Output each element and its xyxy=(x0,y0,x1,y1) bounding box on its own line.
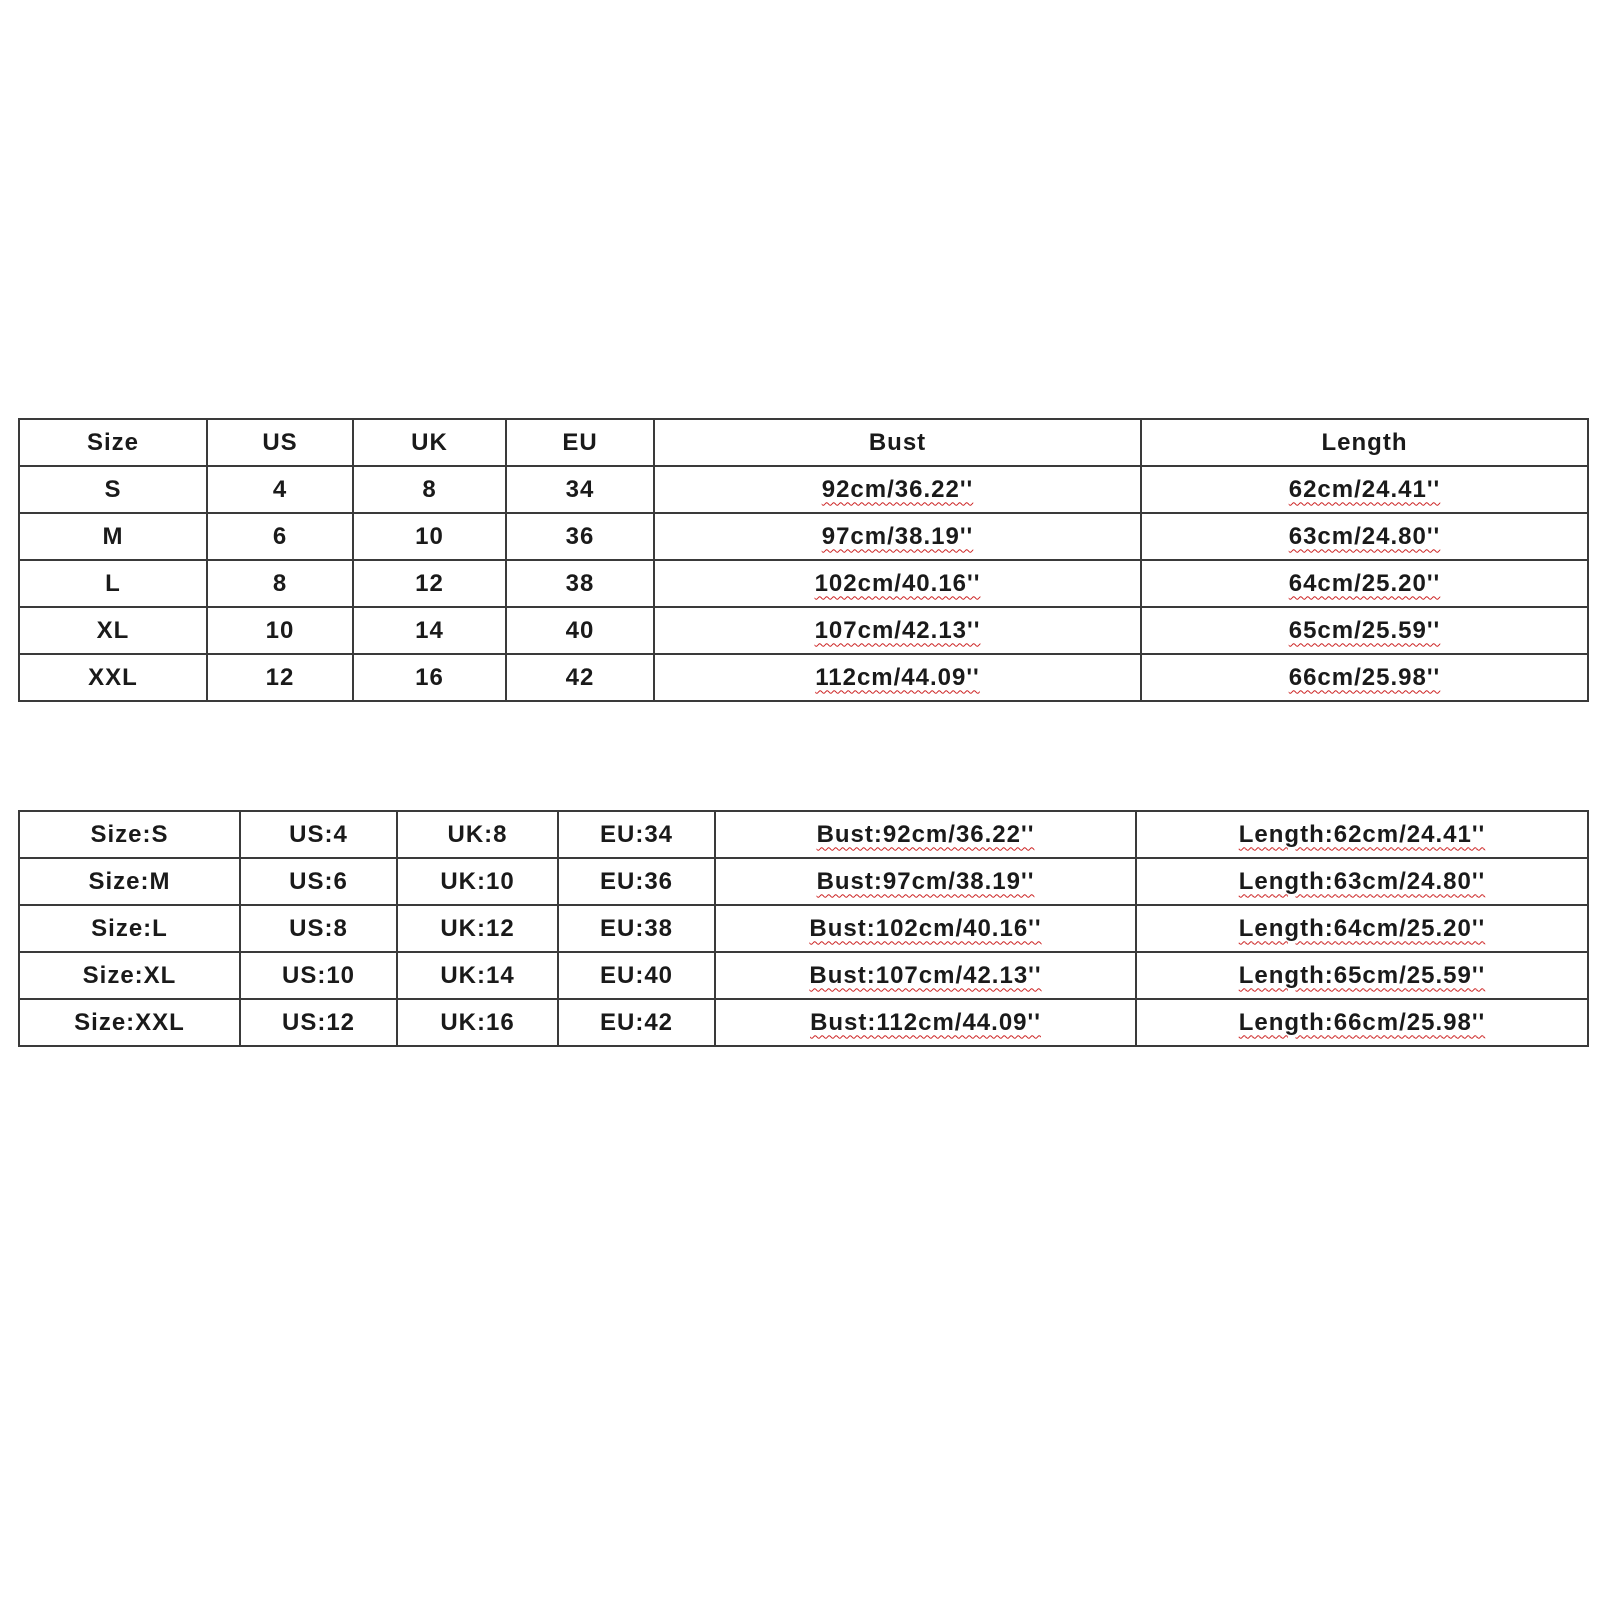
cell-size: XL xyxy=(19,607,207,654)
cell-length xyxy=(1136,858,1588,905)
cell-length-text: 64cm/25.20'' xyxy=(1288,569,1441,597)
cell-us: 6 xyxy=(207,513,353,560)
header-us: US xyxy=(207,419,353,466)
table-row xyxy=(19,607,1588,654)
cell-eu: 40 xyxy=(506,607,654,654)
cell-size: M xyxy=(19,513,207,560)
cell-length-text: 65cm/25.59'' xyxy=(1288,616,1441,644)
cell-length xyxy=(1141,466,1588,513)
cell-bust xyxy=(654,466,1141,513)
cell-uk: 10 xyxy=(353,513,506,560)
cell-uk: UK:14 xyxy=(397,952,558,999)
cell-length xyxy=(1136,811,1588,858)
cell-size: Size:S xyxy=(19,811,240,858)
header-size: Size xyxy=(19,419,207,466)
cell-uk: 14 xyxy=(353,607,506,654)
cell-length-text: 62cm/24.41'' xyxy=(1288,475,1441,503)
cell-uk: UK:8 xyxy=(397,811,558,858)
cell-length-text: Length:64cm/25.20'' xyxy=(1238,914,1486,942)
cell-length-text: 66cm/25.98'' xyxy=(1288,663,1441,691)
cell-bust-text: Bust:97cm/38.19'' xyxy=(816,867,1035,895)
size-chart-table-1 xyxy=(18,418,1589,702)
cell-eu: EU:34 xyxy=(558,811,715,858)
cell-length-text: 63cm/24.80'' xyxy=(1288,522,1441,550)
cell-length xyxy=(1141,607,1588,654)
cell-eu: EU:42 xyxy=(558,999,715,1046)
cell-bust-text: 112cm/44.09'' xyxy=(815,663,980,691)
cell-bust xyxy=(715,858,1136,905)
table-row xyxy=(19,999,1588,1046)
cell-bust-text: 102cm/40.16'' xyxy=(814,569,981,597)
cell-bust-text: Bust:92cm/36.22'' xyxy=(816,820,1035,848)
cell-us: 4 xyxy=(207,466,353,513)
cell-length xyxy=(1136,952,1588,999)
table-row xyxy=(19,466,1588,513)
cell-size: Size:XL xyxy=(19,952,240,999)
cell-us: 10 xyxy=(207,607,353,654)
cell-bust xyxy=(654,654,1141,701)
cell-bust-text: 92cm/36.22'' xyxy=(821,475,974,503)
cell-size: L xyxy=(19,560,207,607)
cell-size: Size:L xyxy=(19,905,240,952)
cell-us: 8 xyxy=(207,560,353,607)
cell-uk: 12 xyxy=(353,560,506,607)
cell-length-text: Length:66cm/25.98'' xyxy=(1238,1008,1486,1036)
cell-uk: UK:10 xyxy=(397,858,558,905)
header-bust: Bust xyxy=(654,419,1141,466)
cell-eu: EU:38 xyxy=(558,905,715,952)
cell-us: US:4 xyxy=(240,811,397,858)
cell-bust xyxy=(654,513,1141,560)
cell-length-text: Length:62cm/24.41'' xyxy=(1238,820,1486,848)
cell-length-text: Length:63cm/24.80'' xyxy=(1238,867,1486,895)
cell-size: Size:M xyxy=(19,858,240,905)
cell-length-text: Length:65cm/25.59'' xyxy=(1238,961,1486,989)
table-row xyxy=(19,858,1588,905)
size-chart-table-2 xyxy=(18,810,1589,1047)
table-row xyxy=(19,905,1588,952)
header-eu: EU xyxy=(506,419,654,466)
cell-eu: 42 xyxy=(506,654,654,701)
cell-uk: UK:12 xyxy=(397,905,558,952)
table-header-row xyxy=(19,419,1588,466)
cell-uk: 8 xyxy=(353,466,506,513)
cell-uk: UK:16 xyxy=(397,999,558,1046)
cell-bust xyxy=(654,560,1141,607)
cell-eu: 36 xyxy=(506,513,654,560)
cell-bust-text: Bust:112cm/44.09'' xyxy=(810,1008,1041,1036)
cell-bust-text: Bust:107cm/42.13'' xyxy=(809,961,1042,989)
cell-eu: EU:40 xyxy=(558,952,715,999)
cell-bust xyxy=(715,952,1136,999)
cell-length xyxy=(1141,654,1588,701)
table-row xyxy=(19,952,1588,999)
cell-length xyxy=(1136,999,1588,1046)
cell-uk: 16 xyxy=(353,654,506,701)
cell-us: US:8 xyxy=(240,905,397,952)
cell-length xyxy=(1141,513,1588,560)
cell-length xyxy=(1136,905,1588,952)
cell-size: XXL xyxy=(19,654,207,701)
cell-eu: EU:36 xyxy=(558,858,715,905)
cell-size: S xyxy=(19,466,207,513)
cell-bust-text: 107cm/42.13'' xyxy=(814,616,981,644)
table-row xyxy=(19,513,1588,560)
cell-us: 12 xyxy=(207,654,353,701)
cell-us: US:12 xyxy=(240,999,397,1046)
table-row xyxy=(19,811,1588,858)
cell-bust-text: Bust:102cm/40.16'' xyxy=(809,914,1042,942)
table-row xyxy=(19,654,1588,701)
cell-bust xyxy=(715,999,1136,1046)
cell-bust xyxy=(654,607,1141,654)
cell-us: US:10 xyxy=(240,952,397,999)
table-row xyxy=(19,560,1588,607)
cell-eu: 34 xyxy=(506,466,654,513)
header-length: Length xyxy=(1141,419,1588,466)
cell-length xyxy=(1141,560,1588,607)
cell-us: US:6 xyxy=(240,858,397,905)
header-uk: UK xyxy=(353,419,506,466)
cell-bust-text: 97cm/38.19'' xyxy=(821,522,974,550)
cell-size: Size:XXL xyxy=(19,999,240,1046)
cell-bust xyxy=(715,811,1136,858)
cell-eu: 38 xyxy=(506,560,654,607)
cell-bust xyxy=(715,905,1136,952)
